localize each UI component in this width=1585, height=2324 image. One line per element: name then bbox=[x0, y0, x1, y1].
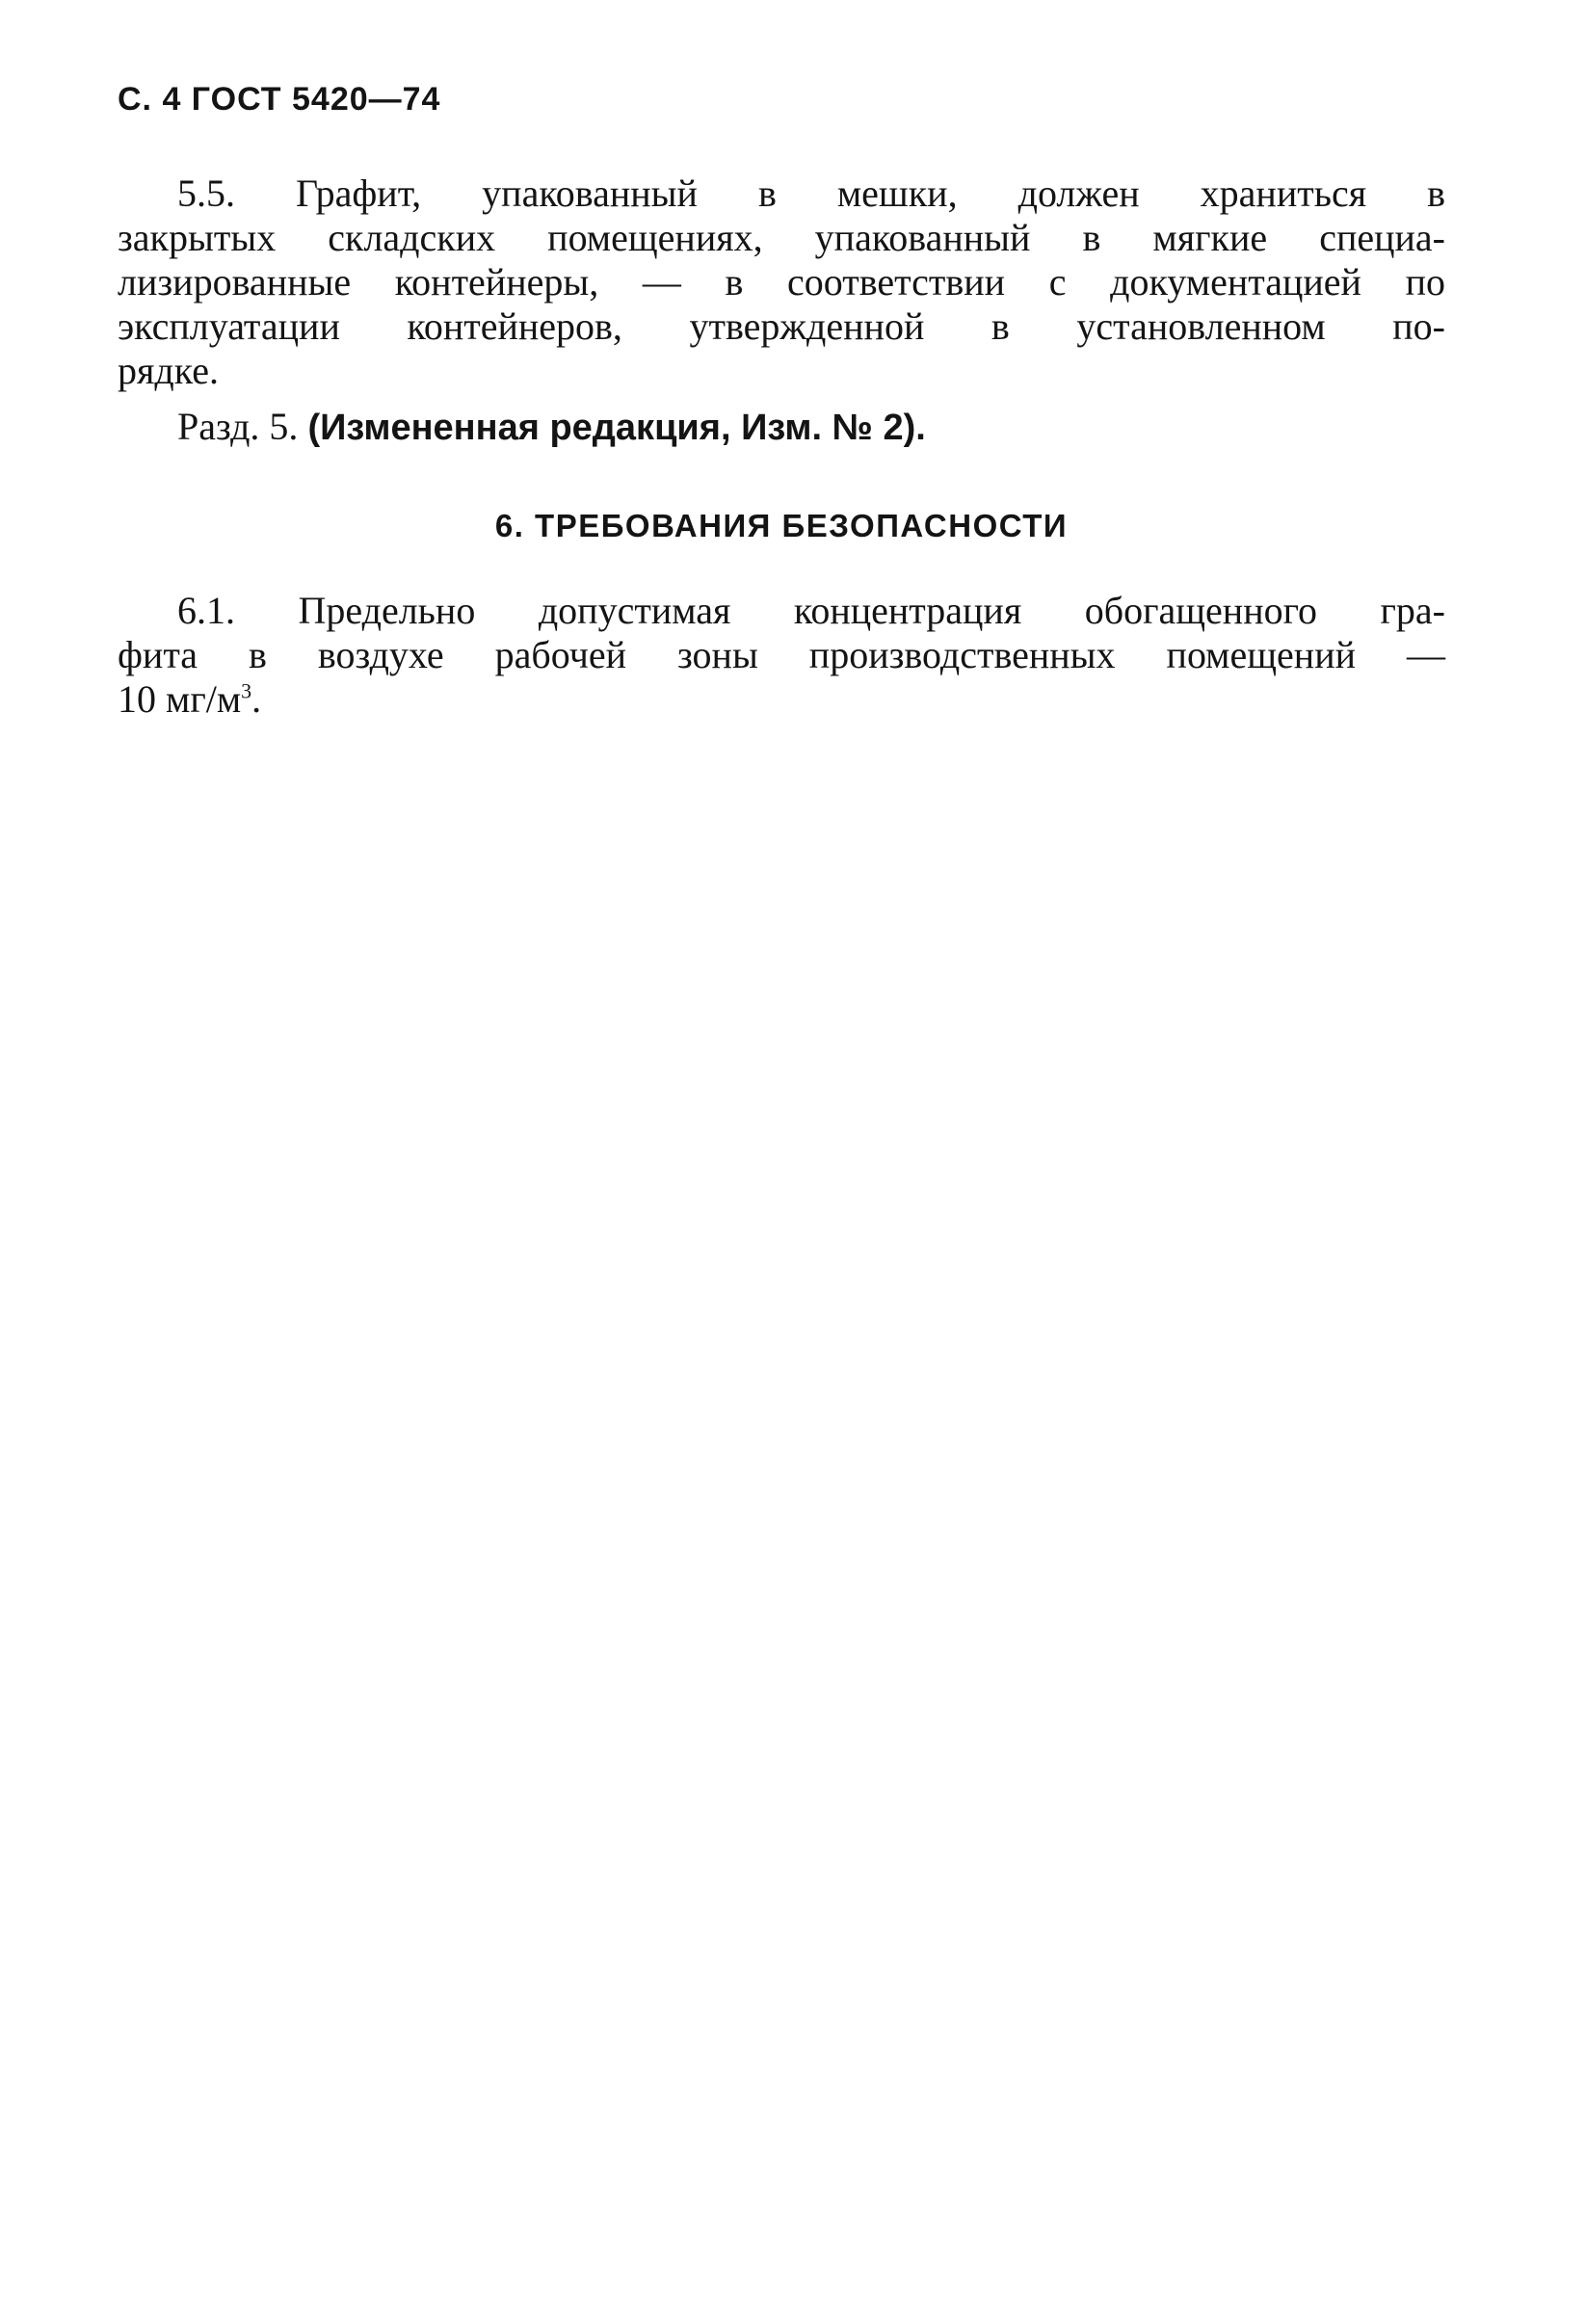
clause-5-5-line: рядке. bbox=[118, 349, 219, 392]
clause-6-1-line: 6.1. Предельно допустимая концентрация обогащенного гра- bbox=[177, 589, 1445, 632]
amendment-text: (Измененная редакция, Изм. № 2). bbox=[307, 408, 926, 448]
clause-6-1 bbox=[118, 589, 1445, 722]
concentration-value: 10 мг/м bbox=[118, 677, 242, 721]
page-header: С. 4 ГОСТ 5420—74 bbox=[118, 81, 441, 118]
clause-5-5 bbox=[118, 172, 1445, 393]
clause-5-5-line: лизированные контейнеры, — в соответствии с документацией по bbox=[118, 260, 1445, 304]
clause-6-1-line: фита в воздухе рабочей зоны производственных помещений — bbox=[118, 633, 1445, 676]
amendment-prefix: Разд. 5. bbox=[177, 405, 299, 448]
line-end: . bbox=[251, 677, 262, 721]
section-6-title: 6. ТРЕБОВАНИЯ БЕЗОПАСНОСТИ bbox=[494, 508, 1069, 543]
clause-5-5-line: эксплуатации контейнеров, утвержденной в установленном по- bbox=[118, 304, 1445, 348]
clause-5-5-line: 5.5. Графит, упакованный в мешки, должен храниться в bbox=[177, 172, 1445, 215]
clause-6-1-last-line bbox=[118, 677, 1445, 722]
cubic-superscript: 3 bbox=[241, 678, 252, 703]
amendment-note bbox=[118, 405, 1445, 450]
document-body bbox=[118, 172, 1445, 722]
clause-5-5-line: закрытых складских помещениях, упакованный в мягкие специа- bbox=[118, 216, 1445, 259]
